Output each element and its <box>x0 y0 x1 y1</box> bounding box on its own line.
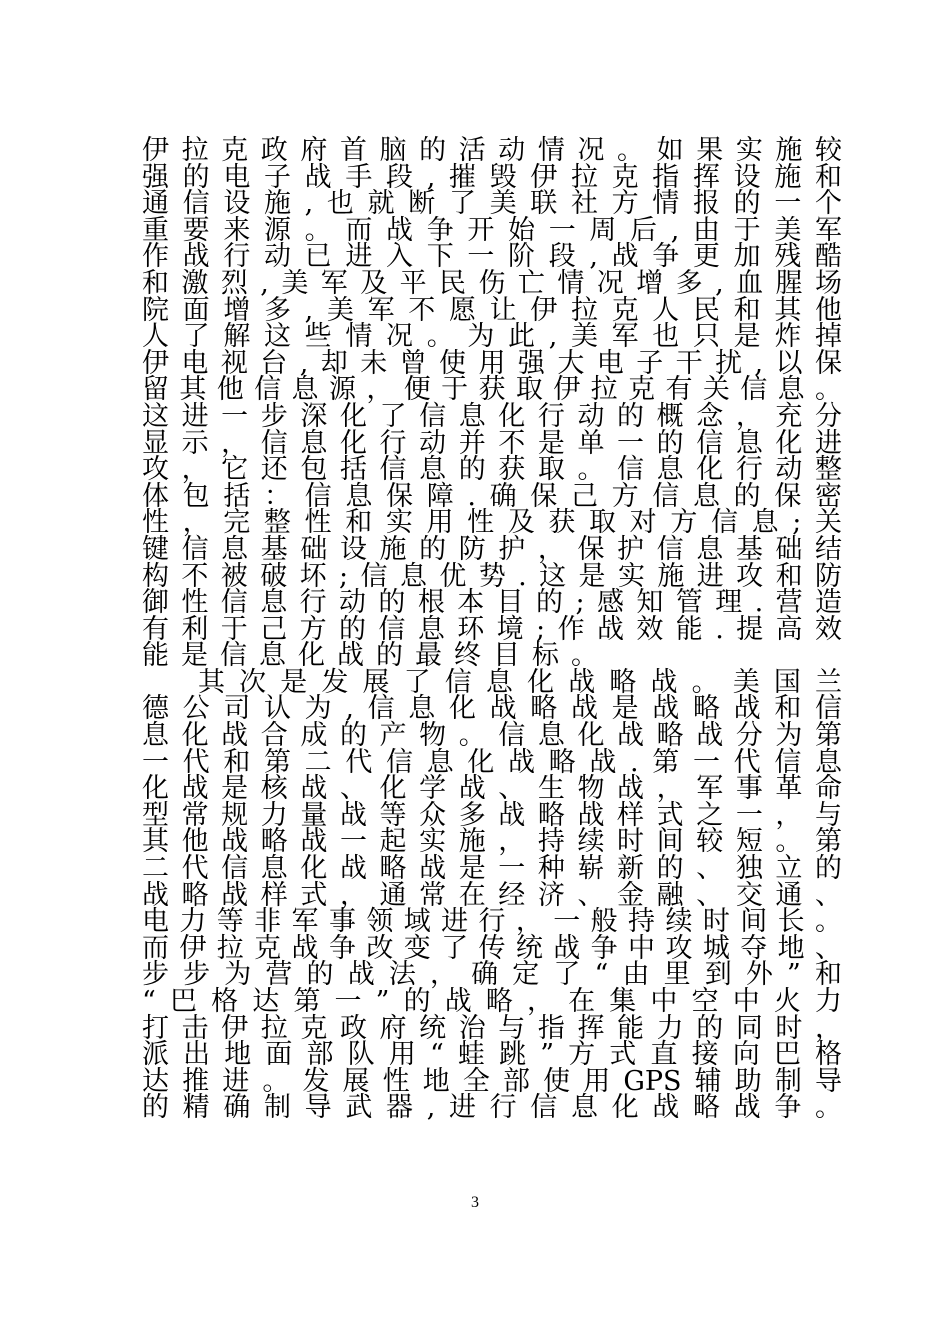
text-line: 化战是核战、化学战、生物战，军事革命 <box>142 773 842 805</box>
text-line: 御性信息行动的根本目的;感知管理.营造 <box>142 587 842 619</box>
text-line: 一代和第二代信息化战略战.第一代信息 <box>142 746 842 778</box>
text-line: 人了解这些情况。为此,美军也只是炸掉 <box>142 321 842 353</box>
text-line: 键信息基础设施的防护，保护信息基础结 <box>142 533 842 565</box>
text-line: 显示，信息化行动并不是单一的信息化进 <box>142 427 842 459</box>
text-line: 伊拉克政府首脑的活动情况。如果实施较 <box>142 135 842 166</box>
text-line: 而伊拉克战争改变了传统战争中攻城夺地、 <box>142 932 842 964</box>
text-line: 攻，它还包括信息的获取。信息化行动整 <box>142 454 842 486</box>
text-line: 伊电视台,却未曾使用强大电子干扰,以保 <box>142 347 842 379</box>
text-line: 性，完整性和实用性及获取对方信息;关 <box>142 507 842 539</box>
paragraph-2 <box>142 666 842 1124</box>
text-line: 其次是发展了信息化战略战。美国兰 <box>198 666 842 698</box>
text-line: 息化战合成的产物。信息化战略战分为第 <box>142 720 842 752</box>
text-line: 型常规力量战等众多战略战样式之一，与 <box>142 799 842 831</box>
text-line: 和激烈,美军及平民伤亡情况增多,血腥场 <box>142 267 842 299</box>
text-line: 体包括：信息保障.确保己方信息的保密 <box>142 480 842 512</box>
text-line: 电力等非军事领域进行，一般持续时间长。 <box>142 906 842 938</box>
text-line: 战略战样式，通常在经济、金融、交通、 <box>142 879 842 911</box>
text-line: 构不被破坏;信息优势.这是实施进攻和防 <box>142 560 842 592</box>
text-line: 派出地面部队用“蛙跳”方式直接向巴格 <box>142 1039 842 1071</box>
text-line: 留其他信息源，便于获取伊拉克有关信息。 <box>142 374 842 406</box>
text-line: 作战行动已进入下一阶段,战争更加残酷 <box>142 241 842 273</box>
text-line: 步步为营的战法，确定了“由里到外”和 <box>142 959 842 991</box>
text-line: 能是信息化战的最终目标。 <box>142 640 610 672</box>
text-line: 达推进。发展性地全部使用GPS辅助制导 <box>142 1065 842 1097</box>
paragraph-1 <box>142 135 842 672</box>
text-line: 重要来源。而战争开始一周后,由于美军 <box>142 214 842 246</box>
text-line: 二代信息化战略战是一种崭新的、独立的 <box>142 853 842 885</box>
text-line: 院面增多,美军不愿让伊拉克人民和其他 <box>142 294 842 326</box>
text-line: “巴格达第一”的战略，在集中空中火力 <box>142 986 842 1017</box>
text-line: 通信设施,也就断了美联社方情报的一个 <box>142 188 842 220</box>
text-line: 有利于己方的信息环境;作战效能.提高效 <box>142 613 842 645</box>
body-text <box>142 135 842 1124</box>
text-line: 的精确制导武器,进行信息化战略战争。 <box>142 1092 842 1124</box>
text-line: 其他战略战一起实施，持续时间较短。第 <box>142 826 842 858</box>
text-line: 强的电子战手段,摧毁伊拉克指挥设施和 <box>142 161 842 193</box>
text-line: 打击伊拉克政府统治与指挥能力的同时， <box>142 1012 842 1044</box>
text-line: 这进一步深化了信息化行动的概念，充分 <box>142 400 842 432</box>
page-number: 3 <box>471 1194 479 1211</box>
text-line: 德公司认为,信息化战略战是战略战和信 <box>142 693 842 725</box>
